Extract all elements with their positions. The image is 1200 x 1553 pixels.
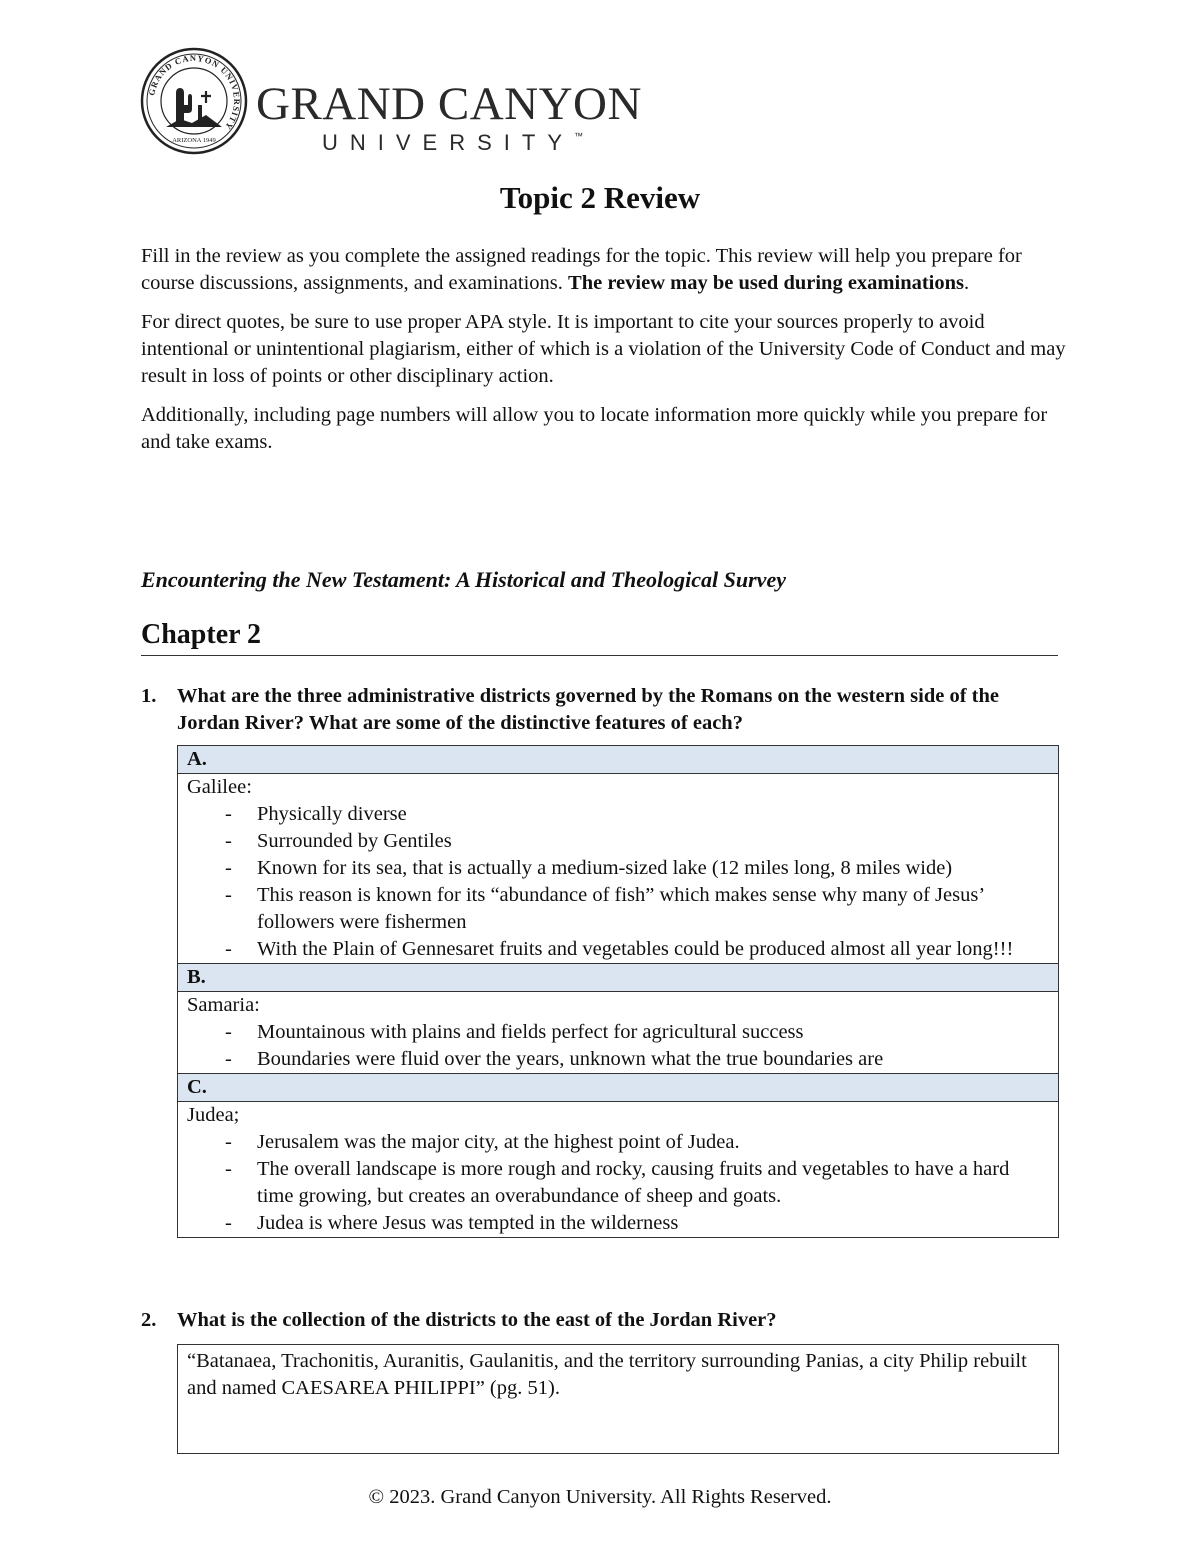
section-b-answer[interactable] — [178, 992, 1059, 1074]
list-item: - Physically diverse — [257, 801, 1049, 828]
intro-section — [141, 243, 1066, 468]
section-c-answer[interactable] — [178, 1102, 1059, 1238]
question-text: What are the three administrative districts governed by the Romans on the western side of the Jordan River? What are some of the distinctive features of each? — [177, 685, 1000, 734]
logo-text-top: GRAND CANYON — [256, 78, 642, 130]
intro-emphasis: The review may be used during examinations — [568, 272, 965, 294]
university-seal-icon — [140, 47, 248, 155]
chapter-heading: Chapter 2 — [141, 618, 1058, 656]
page-title: Topic 2 Review — [499, 180, 701, 215]
question-text: What is the collection of the districts to the east of the Jordan River? — [177, 1309, 777, 1331]
section-a-answer[interactable] — [178, 774, 1059, 964]
book-title: Encountering the New Testament: A Historical and Theological Survey — [141, 567, 786, 592]
question-number: 1. — [141, 685, 157, 707]
district-name: Samaria: — [187, 994, 260, 1016]
seal-bottom-text: ARIZONA 1949 — [172, 137, 216, 144]
question-1 — [141, 683, 1066, 737]
logo-text-bottom: UNIVERSITY™ — [322, 130, 584, 155]
list-item: - Surrounded by Gentiles — [257, 828, 1049, 855]
section-label-c: C. — [178, 1074, 1059, 1102]
intro-paragraph-1: Fill in the review as you complete the assigned readings for the topic. This review will help you prepare for course discussions, assignments, and examinations. The review may be used during examinations. — [141, 245, 1022, 294]
list-item: - With the Plain of Gennesaret fruits and vegetables could be produced almost all year long!!! — [257, 936, 1049, 963]
intro-paragraph-3: Additionally, including page numbers will allow you to locate information more quickly while you prepare for and take exams. — [141, 404, 1048, 453]
intro-paragraph-2: For direct quotes, be sure to use proper APA style. It is important to cite your sources properly to avoid intentional or unintentional plagiarism, either of which is a violation of the University Code of Conduct and may result in loss of points or other disciplinary action. — [141, 311, 1066, 387]
question-number: 2. — [141, 1309, 157, 1331]
list-item: - Mountainous with plains and fields perfect for agricultural success — [257, 1019, 1049, 1046]
list-item: - This reason is known for its “abundance of fish” which makes sense why many of Jesus’ followers were fishermen — [257, 882, 1049, 936]
trademark-symbol: ™ — [574, 131, 584, 141]
university-logo — [140, 47, 642, 157]
seal-ring-text: GRAND CANYON UNIVERSITY — [146, 52, 243, 133]
list-item: - Jerusalem was the major city, at the highest point of Judea. — [257, 1129, 1049, 1156]
section-label-a: A. — [178, 746, 1059, 774]
question-1-answer-table — [177, 745, 1059, 1238]
district-name: Judea; — [187, 1104, 240, 1126]
question-2 — [141, 1307, 1066, 1334]
list-item: - Judea is where Jesus was tempted in the wilderness — [257, 1210, 1049, 1237]
logo-wordmark — [256, 78, 642, 155]
list-item: - The overall landscape is more rough and rocky, causing fruits and vegetables to have a hard time growing, but creates an overabundance of sheep and goats. — [257, 1156, 1049, 1210]
svg-text:GRAND CANYON UNIVERSITY — [146, 53, 242, 132]
copyright-footer: © 2023. Grand Canyon University. All Rights Reserved. — [368, 1486, 832, 1508]
section-label-b: B. — [178, 964, 1059, 992]
list-item: - Boundaries were fluid over the years, unknown what the true boundaries are — [257, 1046, 1049, 1073]
list-item: - Known for its sea, that is actually a medium-sized lake (12 miles long, 8 miles wide) — [257, 855, 1049, 882]
question-2-answer-box[interactable]: “Batanaea, Trachonitis, Auranitis, Gaulanitis, and the territory surrounding Panias, a city Philip rebuilt and named CAESAREA PHILIPPI” (pg. 51). — [177, 1344, 1059, 1454]
district-name: Galilee: — [187, 776, 252, 798]
